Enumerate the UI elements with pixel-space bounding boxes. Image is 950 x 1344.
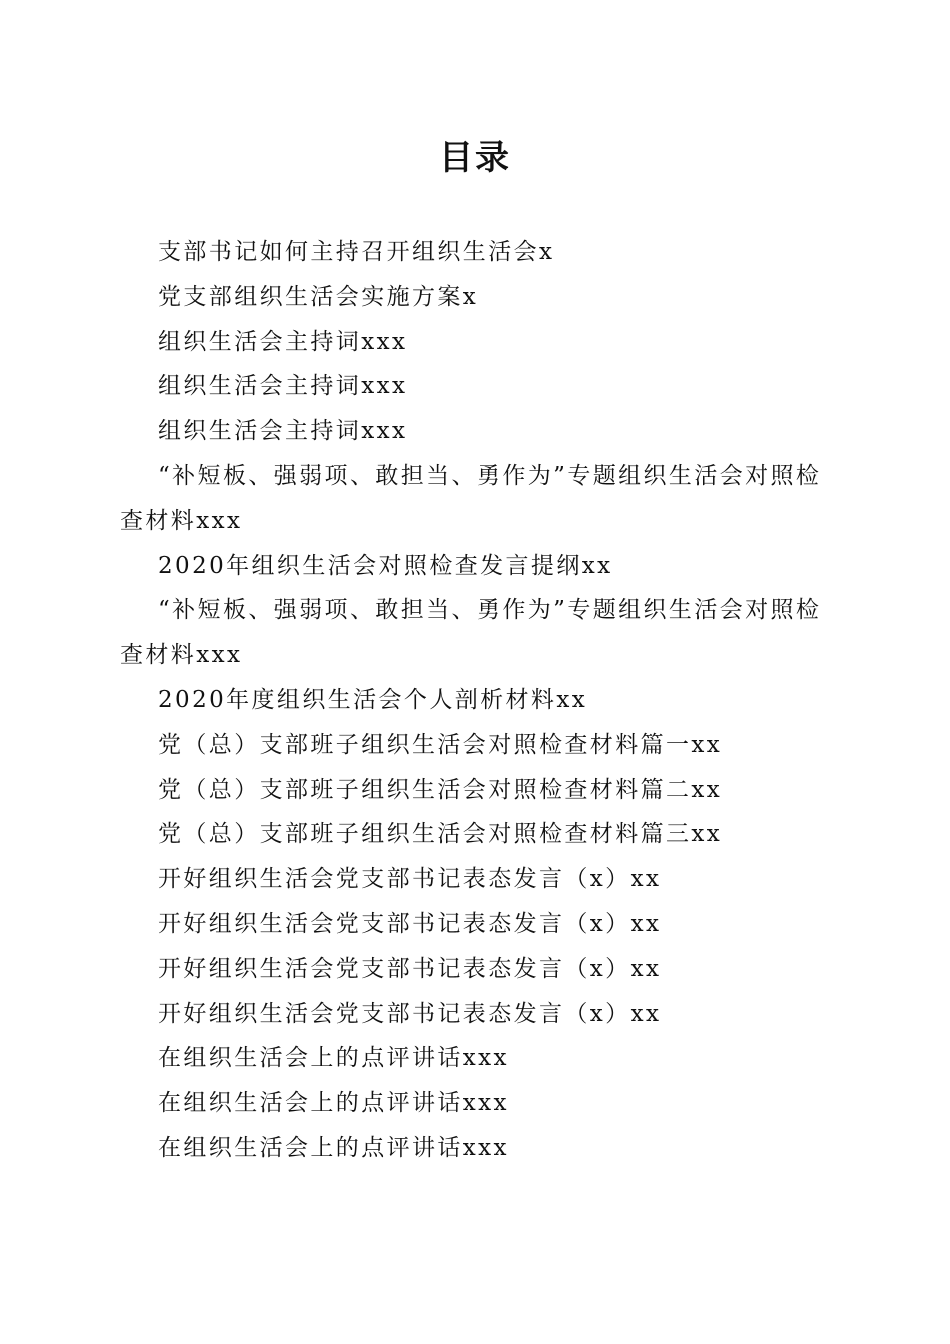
toc-entry[interactable]: 在组织生活会上的点评讲话xxx	[158, 1045, 509, 1072]
toc-entry[interactable]: 支部书记如何主持召开组织生活会x	[158, 239, 555, 265]
toc-entry[interactable]: 党（总）支部班子组织生活会对照检查材料篇三xx	[158, 821, 723, 848]
toc-entry[interactable]: 组织生活会主持词xxx	[158, 418, 408, 445]
toc-entry[interactable]: 2020年组织生活会对照检查发言提纲xx	[158, 552, 613, 579]
toc-entry[interactable]: 组织生活会主持词xxx	[158, 328, 408, 355]
page-title: 目录	[439, 138, 511, 178]
toc-entry[interactable]: 在组织生活会上的点评讲话xxx	[158, 1134, 509, 1161]
toc-entry[interactable]: 党支部组织生活会实施方案x	[158, 283, 479, 310]
toc-entry[interactable]: “补短板、强弱项、敢担当、勇作为”专题组织生活会对照检查材料xxx	[120, 462, 822, 534]
toc-entry[interactable]: 党（总）支部班子组织生活会对照检查材料篇二xx	[158, 776, 723, 803]
toc-entry[interactable]: 在组织生活会上的点评讲话xxx	[158, 1090, 509, 1117]
table-of-contents	[120, 230, 840, 1171]
toc-entry[interactable]: 开好组织生活会党支部书记表态发言（x）xx	[158, 955, 662, 982]
toc-entry[interactable]: 开好组织生活会党支部书记表态发言（x）xx	[158, 1000, 662, 1027]
toc-entry[interactable]: 2020年度组织生活会个人剖析材料xx	[158, 686, 588, 713]
toc-entry[interactable]: 开好组织生活会党支部书记表态发言（x）xx	[158, 866, 662, 893]
toc-entry[interactable]: “补短板、强弱项、敢担当、勇作为”专题组织生活会对照检查材料xxx	[120, 597, 822, 669]
toc-entry[interactable]: 组织生活会主持词xxx	[158, 373, 408, 400]
toc-entry[interactable]: 党（总）支部班子组织生活会对照检查材料篇一xx	[158, 731, 723, 758]
toc-entry[interactable]: 开好组织生活会党支部书记表态发言（x）xx	[158, 910, 662, 937]
